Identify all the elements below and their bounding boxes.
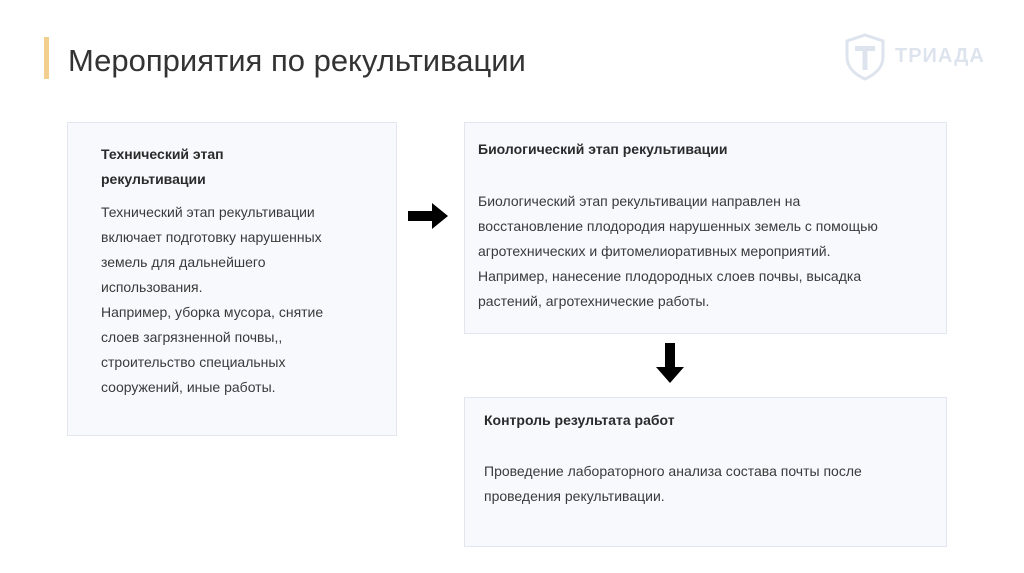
biological-stage-text-line: агротехнических и фитомелиоративных мероприятий.	[478, 243, 831, 259]
technical-stage-title	[101, 142, 301, 192]
arrow-right-icon	[408, 203, 448, 229]
technical-stage-text-line: слоев загрязненной почвы,,	[101, 329, 283, 345]
logo	[843, 33, 993, 81]
technical-stage-text-line: Технический этап рекультивации	[101, 204, 315, 220]
technical-stage-text-line: строительство специальных	[101, 354, 286, 370]
control-results-text-line: проведения рекультивации.	[484, 488, 665, 504]
control-results-text	[484, 459, 924, 509]
technical-stage-text-line: включает подготовку нарушенных	[101, 229, 322, 245]
control-results-title: Контроль результата работ	[484, 412, 675, 428]
arrow-down-icon	[656, 343, 684, 383]
control-results-text-line: Проведение лабораторного анализа состава почты после	[484, 463, 862, 479]
technical-stage-text-line: Например, уборка мусора, снятие	[101, 304, 324, 320]
control-results-card	[464, 397, 947, 547]
technical-stage-title-line: Технический этап	[101, 146, 224, 162]
biological-stage-text-line: Биологический этап рекультивации направлен на	[478, 193, 801, 209]
title-accent-bar	[44, 37, 49, 79]
page-title: Мероприятия по рекультивации	[68, 43, 526, 78]
biological-stage-text-line: Например, нанесение плодородных слоев почвы, высадка	[478, 268, 862, 284]
biological-stage-title: Биологический этап рекультивации	[478, 141, 728, 157]
technical-stage-text	[101, 200, 386, 400]
biological-stage-text	[478, 189, 928, 314]
logo-text: ТРИАДА	[895, 45, 985, 67]
technical-stage-text-line: земель для дальнейшего	[101, 254, 266, 270]
technical-stage-text-line: сооружений, иные работы.	[101, 379, 276, 395]
technical-stage-card	[67, 122, 397, 436]
biological-stage-text-line: растений, агротехнические работы.	[478, 293, 710, 309]
biological-stage-text-line: восстановление плодородия нарушенных земель с помощью	[478, 218, 878, 234]
technical-stage-title-line: рекультивации	[101, 171, 206, 187]
biological-stage-card	[464, 122, 947, 334]
shield-t-icon	[843, 33, 887, 81]
technical-stage-text-line: использования.	[101, 279, 203, 295]
